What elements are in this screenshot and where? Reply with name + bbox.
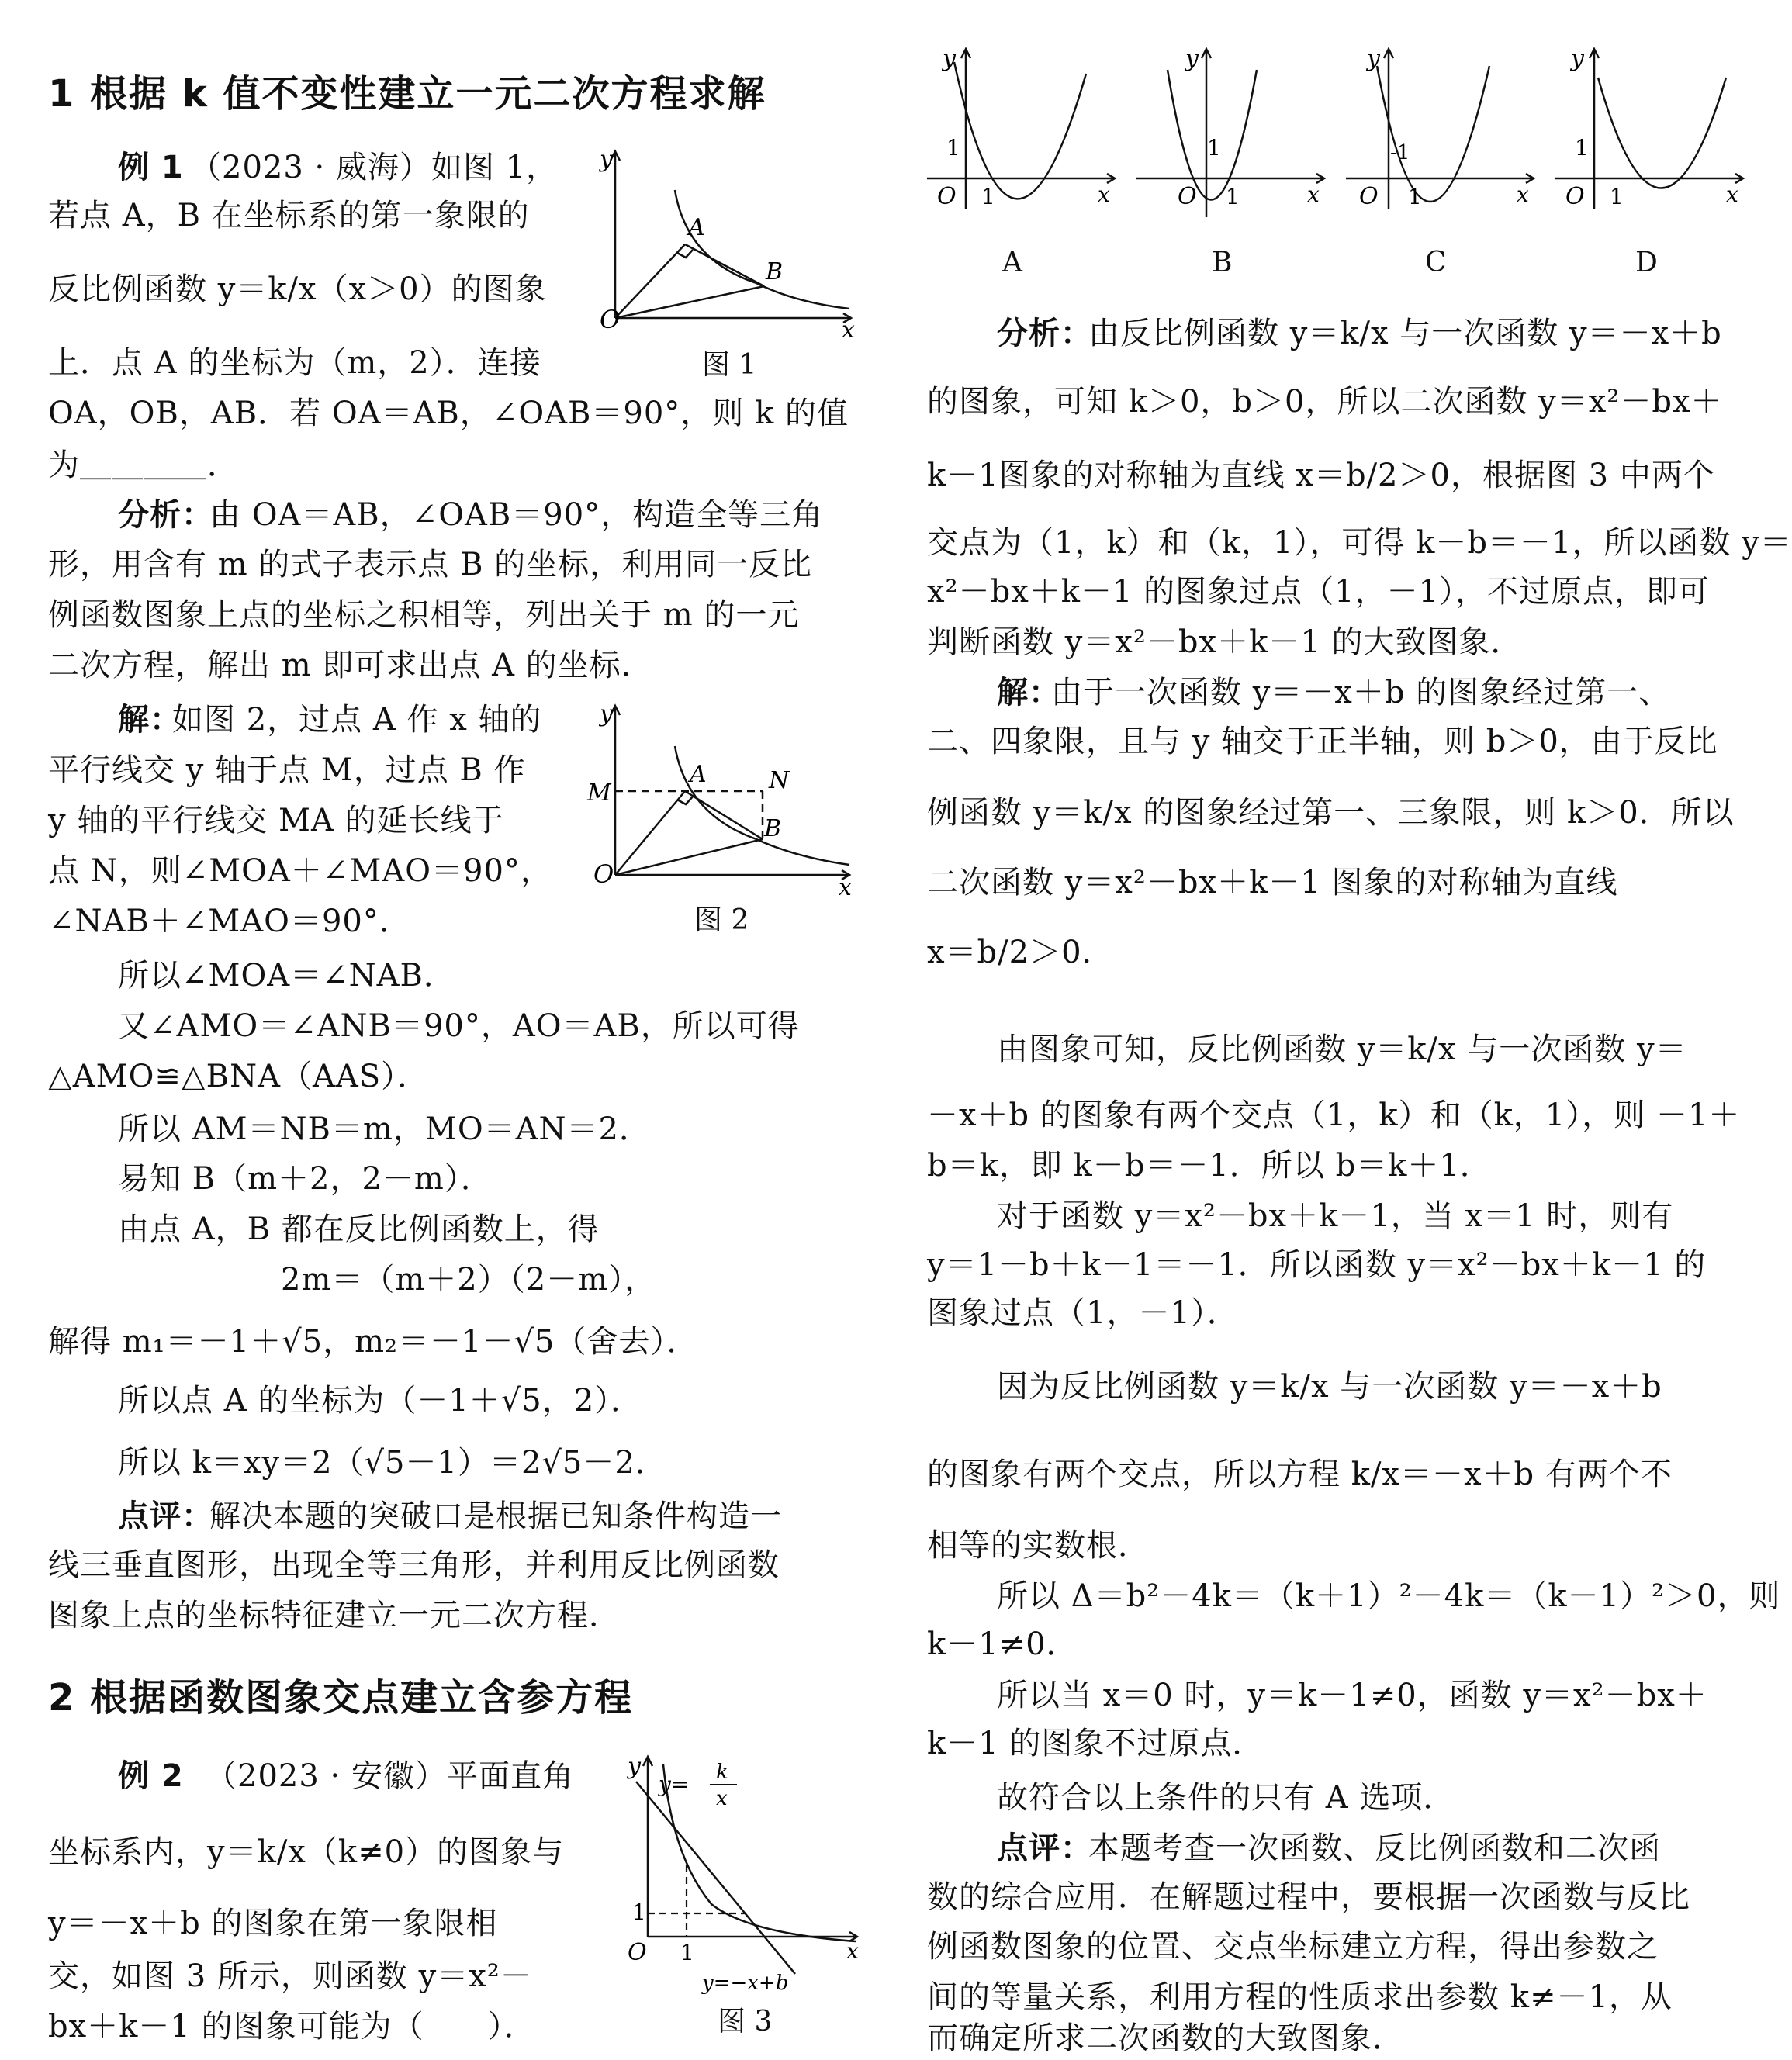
- sol2-line: y＝1－b＋k－1＝－1．所以函数 y＝x²－bx＋k－1 的: [927, 1247, 1707, 1283]
- sol1-line: 由点 A，B 都在反比例函数上，得: [118, 1211, 600, 1247]
- sol1-line: 易知 B（m＋2，2－m）．: [118, 1161, 493, 1197]
- an1-line: 由 OA＝AB，∠OAB＝90°，构造全等三角: [209, 497, 824, 533]
- svg-text:1: 1: [1610, 184, 1624, 209]
- svg-text:y: y: [943, 45, 956, 72]
- option-b-label: B: [1212, 247, 1233, 278]
- sol2-line: k－1 的图象不过原点．: [927, 1726, 1264, 1761]
- sol2-line: b＝k，即 k－b＝－1．所以 b＝k＋1．: [927, 1148, 1492, 1184]
- cm2-line: 本题考查一次函数、反比例函数和二次函: [1088, 1830, 1661, 1866]
- sol2-line: 由于一次函数 y＝－x＋b 的图象经过第一、: [1051, 675, 1671, 710]
- option-c-graph: [1346, 45, 1534, 210]
- svg-text:O: O: [937, 183, 957, 210]
- ex2-line: bx＋k－1 的图象可能为（ ）．: [48, 2009, 536, 2044]
- svg-text:x: x: [1517, 181, 1529, 207]
- an2-line: k－1图象的对称轴为直线 x＝b/2＞0，根据图 3 中两个: [927, 458, 1715, 493]
- sol2-line: 相等的实数根．: [927, 1528, 1150, 1564]
- an1-line: 例函数图象上点的坐标之积相等，列出关于 m 的一元: [48, 597, 800, 633]
- solution-1-label: 解：: [118, 702, 182, 738]
- sol2-line: 二、四象限，且与 y 轴交于正半轴，则 b＞0，由于反比: [927, 724, 1718, 759]
- cm1-line: 图象上点的坐标特征建立一元二次方程．: [48, 1598, 621, 1633]
- sol2-line: 二次函数 y＝x²－bx＋k－1 图象的对称轴为直线: [927, 865, 1618, 900]
- svg-text:O: O: [1359, 183, 1379, 210]
- figure-1-caption: 图 1: [702, 349, 757, 381]
- figure-1: [593, 143, 857, 345]
- ex2-line: 坐标系内，y＝k/x（k≠0）的图象与: [48, 1834, 565, 1870]
- figure-2-caption: 图 2: [694, 904, 749, 936]
- svg-text:y: y: [1367, 45, 1380, 72]
- an2-line: 的图象，可知 k＞0，b＞0，所以二次函数 y＝x²－bx＋: [927, 384, 1723, 420]
- ex1-line: （2023 · 威海）如图 1，: [190, 150, 559, 185]
- an1-line: 二次方程，解出 m 即可求出点 A 的坐标．: [48, 648, 653, 683]
- curve-label-y-eq: y=: [659, 1771, 690, 1797]
- option-a-graph: [927, 45, 1115, 210]
- sol2-line: 故符合以上条件的只有 A 选项．: [997, 1780, 1455, 1816]
- origin-label: O: [593, 859, 614, 889]
- an1-line: 形，用含有 m 的式子表示点 B 的坐标，利用同一反比: [48, 547, 813, 582]
- solution-2-label: 解：: [997, 675, 1060, 710]
- section-1-heading: 1 根据 k 值不变性建立一元二次方程求解: [48, 72, 766, 116]
- option-graphs: [923, 43, 1738, 221]
- svg-text:1: 1: [1226, 184, 1240, 209]
- sol2-line: 因为反比例函数 y＝k/x 与一次函数 y＝－x＋b: [997, 1369, 1662, 1405]
- sol1-line: 解得 m₁＝－1＋√5，m₂＝－1－√5（舍去）．: [48, 1324, 699, 1360]
- sol2-line: －x＋b 的图象有两个交点（1，k）和（k，1），则 －1＋: [927, 1097, 1741, 1133]
- ex1-line: OA，OB，AB．若 OA＝AB，∠OAB＝90°，则 k 的值: [48, 396, 849, 431]
- svg-text:y: y: [1571, 45, 1584, 72]
- origin-label: O: [600, 305, 621, 334]
- x-axis-label: x: [842, 316, 855, 344]
- example-1-label: 例 1: [118, 150, 184, 185]
- sol2-line: 所以当 x＝0 时，y＝k－1≠0，函数 y＝x²－bx＋: [997, 1678, 1707, 1713]
- ex2-line: 交，如图 3 所示，则函数 y＝x²－: [48, 1958, 532, 1994]
- sol1-line: 所以 AM＝NB＝m，MO＝AN＝2．: [118, 1111, 651, 1147]
- cm2-line: 而确定所求二次函数的大致图象．: [927, 2020, 1404, 2056]
- svg-text:x: x: [1307, 181, 1320, 207]
- point-n-label: N: [769, 767, 790, 794]
- tick-one-y: 1: [632, 1899, 646, 1925]
- line-label: y=−x+b: [702, 1972, 789, 1995]
- svg-text:1: 1: [946, 135, 960, 161]
- origin-label: O: [628, 1939, 647, 1966]
- cm2-line: 数的综合应用．在解题过程中，要根据一次函数与反比: [927, 1879, 1690, 1915]
- sol1-line: 点 N，则∠MOA＋∠MAO＝90°，: [48, 853, 552, 889]
- figure-3: [624, 1749, 861, 1997]
- ex1-line: 为＿＿＿＿．: [48, 448, 239, 483]
- sol1-line: 2m＝（m＋2）（2－m），: [281, 1262, 657, 1298]
- sol2-line: 所以 Δ＝b²－4k＝（k＋1）²－4k＝（k－1）²＞0，则: [997, 1578, 1781, 1614]
- sol1-line: 如图 2，过点 A 作 x 轴的: [172, 702, 542, 738]
- left-column: [0, 0, 884, 2048]
- ex2-line: （2023 · 安徽）平面直角: [206, 1758, 574, 1794]
- svg-text:y: y: [1185, 45, 1199, 72]
- svg-text:O: O: [1565, 183, 1585, 210]
- y-axis-label: y: [600, 700, 613, 728]
- sol2-line: 对于函数 y＝x²－bx＋k－1，当 x＝1 时，则有: [997, 1198, 1674, 1234]
- option-a-label: A: [1002, 247, 1022, 278]
- analysis-2-label: 分析：: [997, 316, 1092, 351]
- svg-text:1: 1: [1575, 135, 1589, 161]
- an2-line: x²－bx＋k－1 的图象过点（1，－1），不过原点，即可: [927, 574, 1711, 610]
- y-axis-label: y: [600, 146, 613, 173]
- cm2-line: 间的等量关系，利用方程的性质求出参数 k≠－1，从: [927, 1979, 1673, 2015]
- example-2-label: 例 2: [118, 1758, 184, 1794]
- sol2-line: 由图象可知，反比例函数 y＝k/x 与一次函数 y＝: [997, 1032, 1687, 1067]
- comment-2-label: 点评：: [997, 1830, 1092, 1866]
- tick-one-x: 1: [680, 1940, 694, 1965]
- sol1-line: 所以∠MOA＝∠NAB．: [118, 958, 455, 994]
- section-2-heading: 2 根据函数图象交点建立含参方程: [48, 1676, 634, 1720]
- an2-line: 判断函数 y＝x²－bx＋k－1 的大致图象．: [927, 624, 1523, 660]
- analysis-1-label: 分析：: [118, 497, 213, 533]
- option-b-graph: [1136, 45, 1324, 217]
- svg-text:x: x: [1098, 181, 1110, 207]
- sol2-line: 的图象有两个交点，所以方程 k/x＝－x＋b 有两个不: [927, 1457, 1673, 1492]
- sol2-line: k－1≠0．: [927, 1626, 1078, 1662]
- sol1-line: △AMO≌△BNA（AAS）．: [48, 1059, 430, 1094]
- sol2-line: 图象过点（1，－1）．: [927, 1295, 1239, 1331]
- cm1-line: 解决本题的突破口是根据已知条件构造一: [209, 1498, 782, 1534]
- figure-2: [586, 698, 857, 900]
- option-d-graph: [1555, 45, 1743, 210]
- curve-label-x: x: [716, 1787, 728, 1810]
- point-a-label: A: [688, 214, 705, 241]
- cm2-line: 例函数图象的位置、交点坐标建立方程，得出参数之: [927, 1929, 1659, 1965]
- curve-label-k: k: [716, 1761, 728, 1784]
- ex1-line: 上．点 A 的坐标为（m，2）．连接: [48, 345, 541, 381]
- ex2-line: y＝－x＋b 的图象在第一象限相: [48, 1906, 498, 1941]
- point-b-label: B: [764, 815, 782, 842]
- point-a-label: A: [690, 761, 707, 788]
- sol1-line: ∠NAB＋∠MAO＝90°．: [48, 904, 411, 939]
- svg-text:-1: -1: [1390, 141, 1410, 164]
- an2-line: 交点为（1，k）和（k，1），可得 k－b＝－1，所以函数 y＝: [927, 525, 1792, 561]
- svg-text:1: 1: [1207, 135, 1221, 161]
- sol1-line: 所以 k＝xy＝2（√5－1）＝2√5－2．: [118, 1445, 667, 1481]
- y-axis-label: y: [628, 1753, 641, 1780]
- right-column: [904, 0, 1792, 2056]
- sol1-line: 又∠AMO＝∠ANB＝90°，AO＝AB，所以可得: [118, 1008, 800, 1044]
- option-d-label: D: [1635, 247, 1658, 278]
- sol1-line: 所以点 A 的坐标为（－1＋√5，2）．: [118, 1383, 643, 1419]
- sol1-line: 平行线交 y 轴于点 M，过点 B 作: [48, 752, 526, 788]
- sol2-line: 例函数 y＝k/x 的图象经过第一、三象限，则 k＞0．所以: [927, 795, 1735, 831]
- point-b-label: B: [766, 258, 784, 285]
- ex1-line: 若点 A，B 在坐标系的第一象限的: [48, 198, 530, 233]
- comment-1-label: 点评：: [118, 1498, 213, 1534]
- svg-text:O: O: [1178, 183, 1197, 210]
- figure-3-caption: 图 3: [718, 2006, 773, 2038]
- x-axis-label: x: [846, 1938, 859, 1964]
- sol1-line: y 轴的平行线交 MA 的延长线于: [48, 803, 504, 838]
- an2-line: 由反比例函数 y＝k/x 与一次函数 y＝－x＋b: [1088, 316, 1722, 351]
- cm1-line: 线三垂直图形，出现全等三角形，并利用反比例函数: [48, 1547, 780, 1583]
- point-m-label: M: [587, 779, 611, 807]
- svg-text:1: 1: [1408, 184, 1422, 209]
- x-axis-label: x: [839, 874, 852, 901]
- svg-text:x: x: [1726, 181, 1738, 207]
- svg-text:1: 1: [981, 184, 995, 209]
- sol2-line: x＝b/2＞0．: [927, 935, 1114, 970]
- option-c-label: C: [1425, 247, 1447, 278]
- ex1-line: 反比例函数 y＝k/x（x＞0）的图象: [48, 271, 547, 307]
